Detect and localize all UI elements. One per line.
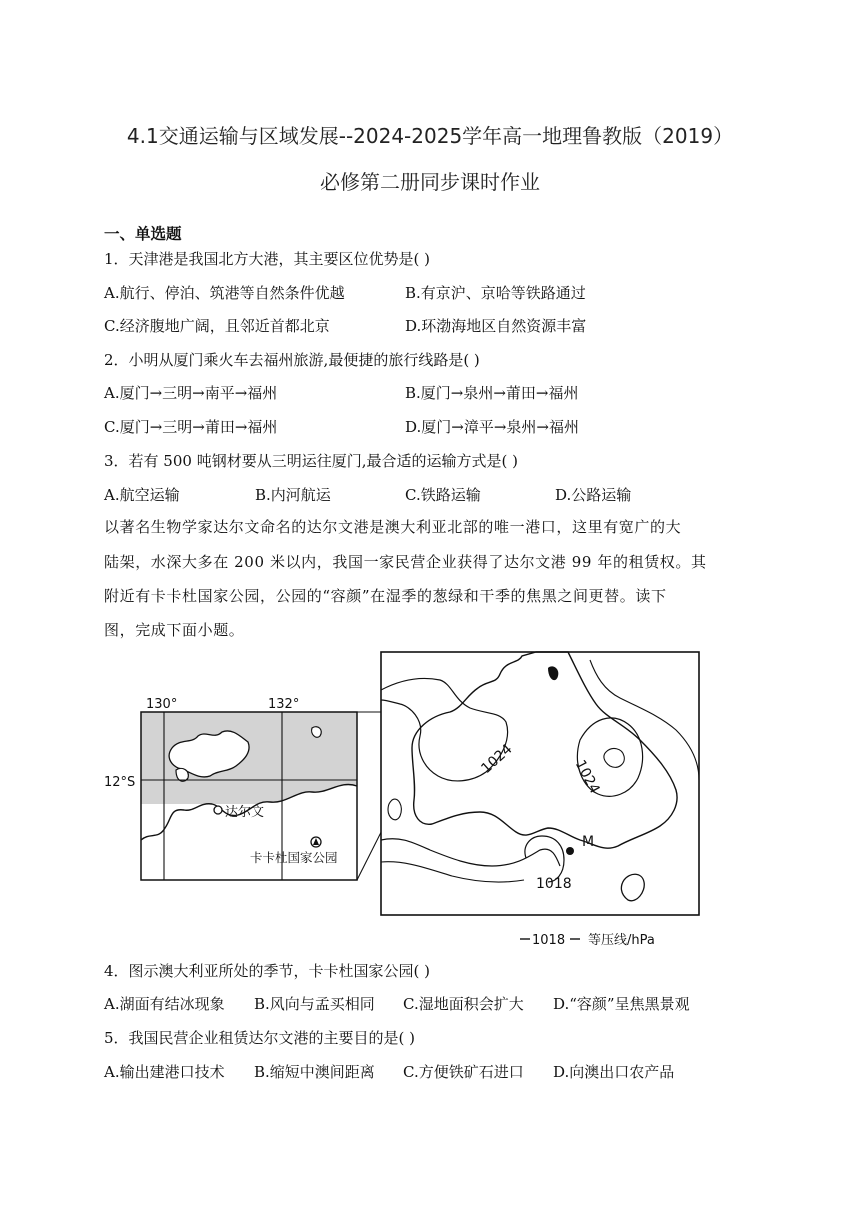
question-2-option-d: D.厦门→漳平→泉州→福州 bbox=[405, 418, 579, 436]
question-5-option-c: C.方便铁矿石进口 bbox=[403, 1063, 524, 1081]
question-3-option-a: A.航空运输 bbox=[104, 486, 180, 504]
question-4-option-b: B.风向与孟买相同 bbox=[254, 995, 375, 1013]
question-2-option-b: B.厦门→泉州→莆田→福州 bbox=[405, 384, 579, 402]
kakadu-park-label: 卡卡杜国家公园 bbox=[250, 850, 338, 865]
question-3-option-b: B.内河航运 bbox=[255, 486, 331, 504]
isobar-label-1024-east: 1024 bbox=[571, 757, 603, 797]
inset-map-darwin bbox=[104, 697, 357, 880]
question-5-option-a: A.输出建港口技术 bbox=[104, 1063, 225, 1081]
question-3-option-c: C.铁路运输 bbox=[405, 486, 481, 504]
inset-lon-label-132: 132° bbox=[268, 697, 300, 712]
question-2-option-a: A.厦门→三明→南平→福州 bbox=[104, 384, 278, 402]
question-1-option-b: B.有京沪、京哈等铁路通过 bbox=[405, 284, 586, 302]
question-4-option-d: D.“容颜”呈焦黑景观 bbox=[553, 995, 690, 1013]
doc-title-line1: 4.1交通运输与区域发展--2024-2025学年高一地理鲁教版（2019） bbox=[126, 124, 734, 148]
question-5-option-b: B.缩短中澳间距离 bbox=[254, 1063, 375, 1081]
legend-isobar-value: 1018 bbox=[532, 933, 566, 948]
legend-isobar-label: 等压线/hPa bbox=[588, 933, 655, 948]
australia-isobar-map bbox=[381, 652, 699, 915]
inset-lon-label-130: 130° bbox=[146, 697, 178, 712]
question-5-stem: 5．我国民营企业租赁达尔文港的主要目的是( ) bbox=[104, 1029, 416, 1047]
question-3-option-d: D.公路运输 bbox=[555, 486, 632, 504]
darwin-port-label: 达尔文 bbox=[225, 805, 265, 820]
question-4-stem: 4．图示澳大利亚所处的季节，卡卡杜国家公园( ) bbox=[104, 962, 431, 980]
question-4-option-a: A.湖面有结冰现象 bbox=[104, 995, 225, 1013]
passage-line-3: 附近有卡卡杜国家公园，公园的“容颜”在湿季的葱绿和干季的焦黑之间更替。读下 bbox=[104, 587, 667, 605]
question-4-option-c: C.湿地面积会扩大 bbox=[403, 995, 524, 1013]
point-m-marker bbox=[566, 847, 574, 855]
isobar-label-1018: 1018 bbox=[536, 876, 572, 892]
passage-line-2: 陆架，水深大多在 200 米以内，我国一家民营企业获得了达尔文港 99 年的租赁权。其 bbox=[104, 553, 707, 571]
point-m-label: M bbox=[582, 834, 595, 850]
darwin-port-marker bbox=[214, 806, 222, 814]
question-1-option-c: C.经济腹地广阔，且邻近首都北京 bbox=[104, 317, 330, 335]
doc-title-line2: 必修第二册同步课时作业 bbox=[320, 170, 540, 194]
map-legend bbox=[520, 932, 655, 948]
inset-lat-label-12s: 12°S bbox=[104, 775, 136, 790]
question-1-option-a: A.航行、停泊、筑港等自然条件优越 bbox=[104, 284, 345, 302]
isobar-label-1024-west: 1024 bbox=[478, 741, 516, 777]
section-heading: 一、单选题 bbox=[104, 225, 182, 243]
question-1-option-d: D.环渤海地区自然资源丰富 bbox=[405, 317, 587, 335]
passage-line-4: 图，完成下面小题。 bbox=[104, 621, 245, 639]
question-1-stem: 1．天津港是我国北方大港，其主要区位优势是( ) bbox=[104, 250, 431, 268]
question-2-option-c: C.厦门→三明→莆田→福州 bbox=[104, 418, 278, 436]
question-3-stem: 3．若有 500 吨钢材要从三明运往厦门,最合适的运输方式是( ) bbox=[104, 452, 518, 470]
question-2-stem: 2．小明从厦门乘火车去福州旅游,最便捷的旅行线路是( ) bbox=[104, 351, 480, 369]
passage-line-1: 以著名生物学家达尔文命名的达尔文港是澳大利亚北部的唯一港口，这里有宽广的大 bbox=[104, 518, 682, 536]
question-5-option-d: D.向澳出口农产品 bbox=[553, 1063, 675, 1081]
